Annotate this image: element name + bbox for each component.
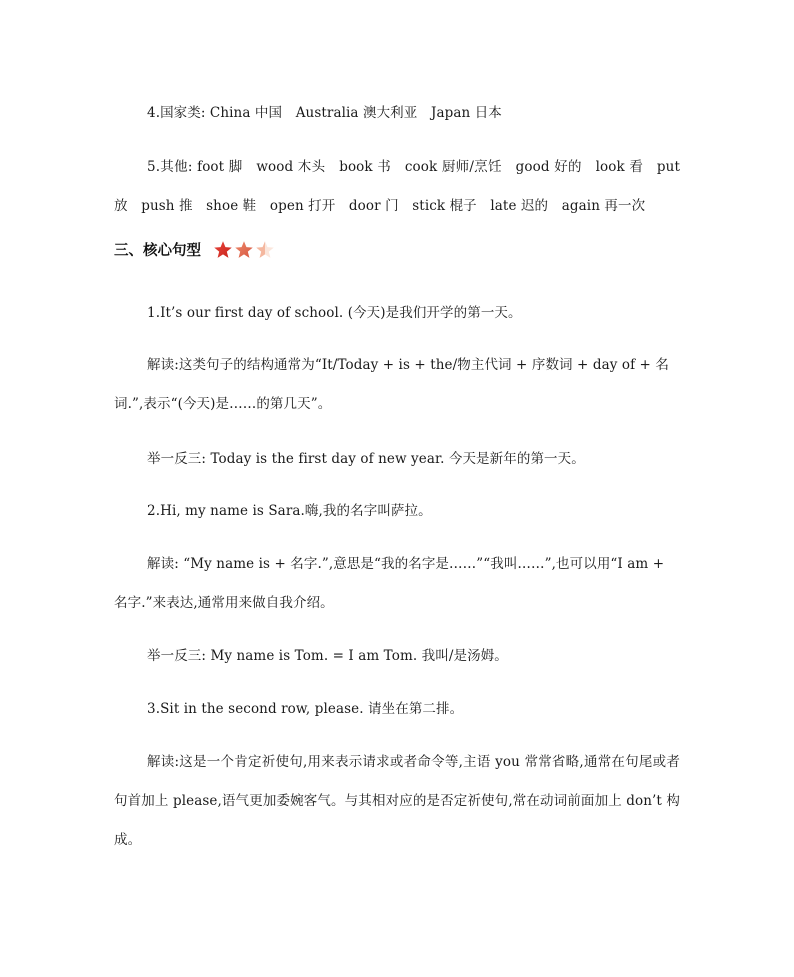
section-heading (114, 239, 275, 260)
sentence-1: 1.It’s our first day of school. (今天)是我们开学的第一天。 (147, 305, 522, 321)
vocab-others: 5.其他: foot 脚 wood 木头 book 书 cook 厨师/烹饪 good 好的 look 看 put 放 push 推 shoe 鞋 open 打开 door 门 stick 棍子 late 迟的 again 再一次 (114, 159, 680, 214)
section-title: 三、核心句型 (114, 243, 201, 259)
sentence-2-example: 举一反三: My name is Tom. = I am Tom. 我叫/是汤姆。 (147, 648, 508, 664)
sentence-2: 2.Hi, my name is Sara.嗨,我的名字叫萨拉。 (147, 503, 432, 519)
sentence-2-explanation: 解读: “My name is + 名字.”,意思是“我的名字是……”“我叫……”,也可以用“I am + 名字.”来表达,通常用来做自我介绍。 (114, 556, 665, 611)
star-half-icon (255, 240, 275, 260)
star-full-icon (234, 240, 254, 260)
star-rating (213, 240, 275, 260)
sentence-3-explanation: 解读:这是一个肯定祈使句,用来表示请求或者命令等,主语 you 常常省略,通常在句尾或者句首加上 please,语气更加委婉客气。与其相对应的是否定祈使句,常在动词前面加上 don’t 构成。 (114, 754, 680, 848)
sentence-3: 3.Sit in the second row, please. 请坐在第二排。 (147, 701, 464, 717)
vocab-countries: 4.国家类: China 中国 Australia 澳大利亚 Japan 日本 (147, 105, 502, 121)
sentence-1-example: 举一反三: Today is the first day of new year. 今天是新年的第一天。 (147, 451, 585, 467)
sentence-1-explanation: 解读:这类句子的结构通常为“It/Today + is + the/物主代词 + 序数词 + day of + 名词.”,表示“(今天)是……的第几天”。 (114, 357, 669, 412)
star-full-icon (213, 240, 233, 260)
